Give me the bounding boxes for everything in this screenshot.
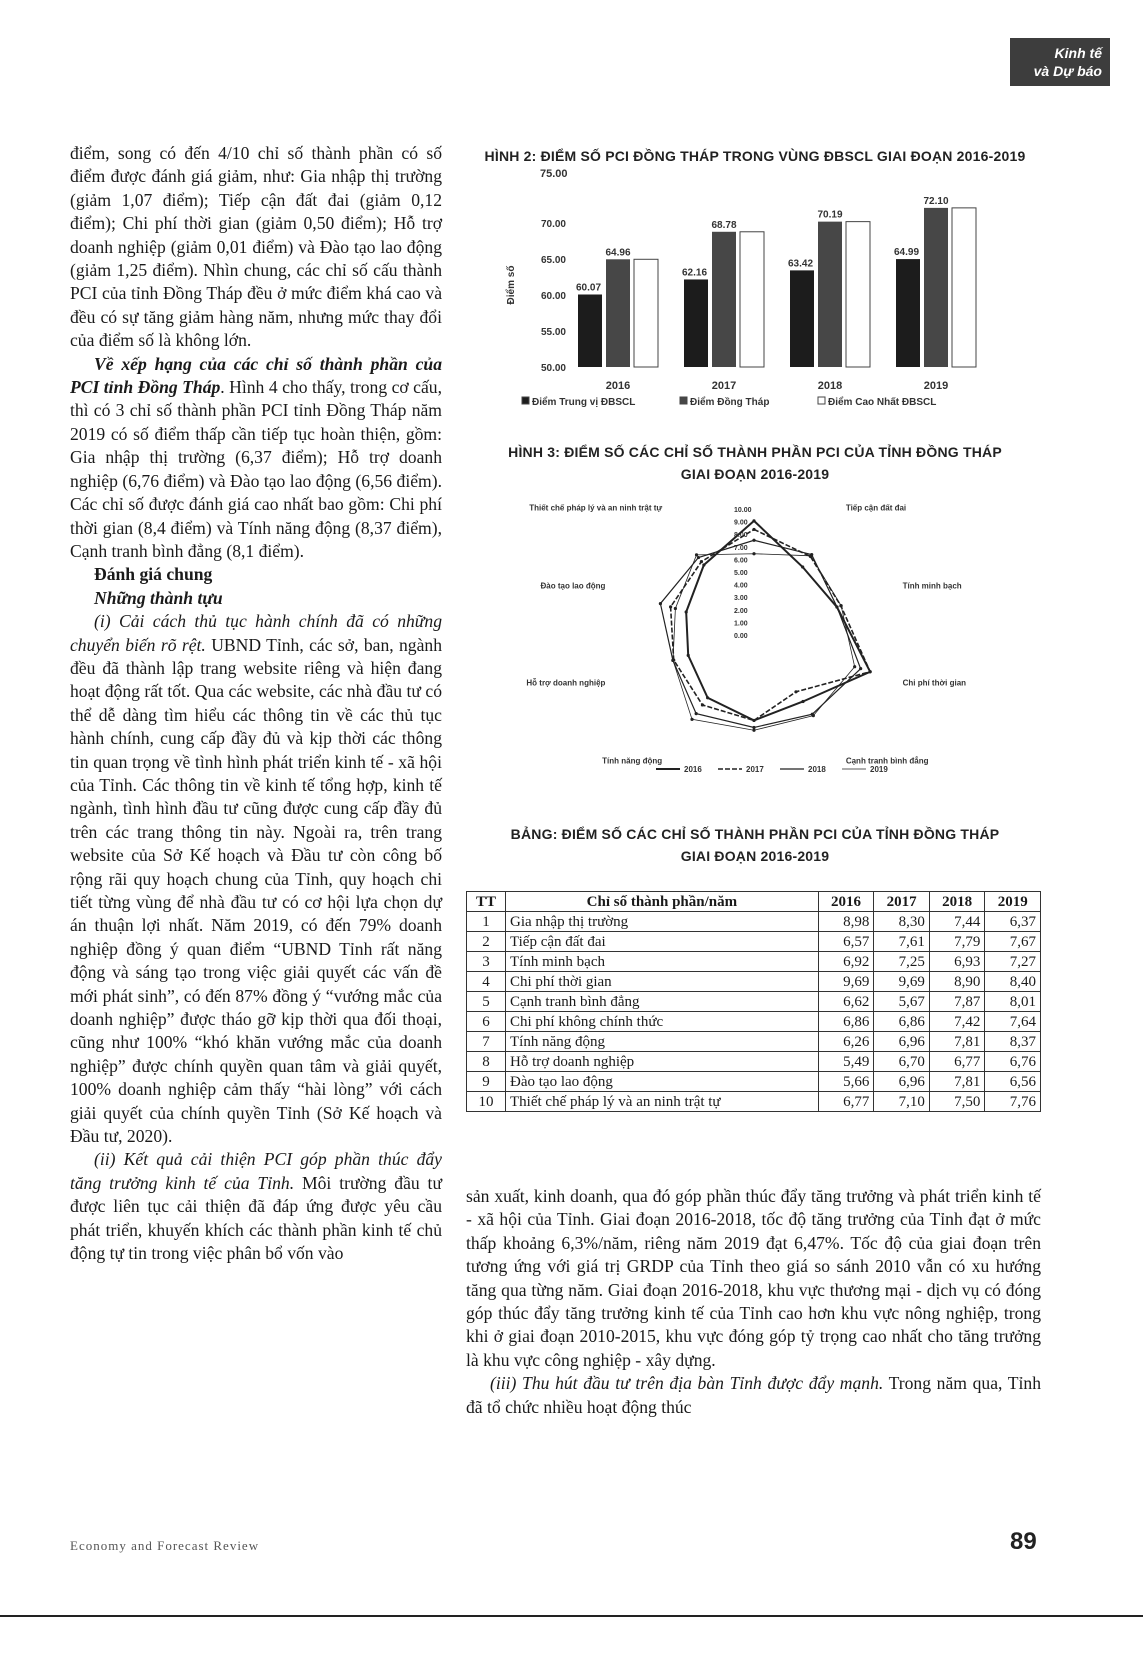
legend-swatch [522, 397, 529, 404]
score-cell: 5,66 [818, 1072, 874, 1092]
header-tt: TT [467, 892, 506, 912]
score-cell: 7,61 [874, 932, 930, 952]
header-indicator: Chỉ số thành phần/năm [506, 892, 819, 912]
table-title-line-2: GIAI ĐOẠN 2016-2019 [680, 848, 830, 864]
score-cell: 7,67 [985, 932, 1041, 952]
radar-point [687, 654, 690, 657]
radar-point [697, 556, 700, 559]
legend-swatch [680, 397, 687, 404]
point-heading: (iii) Thu hút đầu tư trên địa bàn Tỉnh được đẩy mạnh. [490, 1373, 884, 1394]
section-heading: Đánh giá chung [94, 564, 213, 585]
score-cell: 7,27 [985, 952, 1041, 972]
radial-tick-label: 1.00 [734, 620, 748, 628]
score-cell: 7,44 [929, 912, 985, 932]
y-axis-label: Điểm số [506, 265, 517, 305]
top-axis-label: 75.00 [540, 168, 568, 180]
radial-tick-label: 5.00 [734, 570, 748, 577]
legend-label: Điểm Trung vị ĐBSCL [532, 397, 636, 408]
score-cell: 6,70 [874, 1052, 930, 1072]
indicator-name: Tiếp cận đất đai [506, 932, 819, 952]
score-cell: 6,76 [985, 1052, 1041, 1072]
table-row [467, 1072, 1041, 1092]
score-cell: 6,57 [818, 932, 874, 952]
indicator-name: Gia nhập thị trường [506, 912, 819, 932]
pci-table [466, 891, 1041, 1112]
data-label: 72.10 [923, 195, 949, 207]
score-cell: 7,25 [874, 952, 930, 972]
radar-axis-label: Tính năng động [602, 756, 663, 766]
radar-point [700, 560, 703, 563]
score-cell: 6,37 [985, 912, 1041, 932]
figure-3-radar-chart [466, 484, 1041, 784]
radar-series-2018 [660, 540, 860, 727]
table-title: BẢNG: ĐIỂM SỐ CÁC CHỈ SỐ THÀNH PHẦN PCI CỦA TỈNH ĐỒNG THÁP [510, 826, 1000, 842]
score-cell: 6,62 [818, 992, 874, 1012]
radial-tick-label: 6.00 [734, 557, 748, 565]
radial-tick-label: 3.00 [734, 595, 748, 603]
score-cell: 6,56 [985, 1072, 1041, 1092]
radar-point [809, 554, 812, 557]
left-column [70, 142, 442, 1266]
radar-point [801, 565, 804, 568]
score-cell: 7,81 [929, 1072, 985, 1092]
radar-axis-label: Thiết chế pháp lý và an ninh trật tự [529, 503, 663, 513]
radar-point [701, 703, 704, 706]
subheading-inline: Về xếp hạng của các chỉ số thành phần của PCI tỉnh Đồng Tháp [70, 353, 442, 398]
radar-point [853, 665, 856, 668]
radar-point [752, 719, 755, 722]
paragraph [70, 610, 442, 1148]
paragraph-text: . Hình 4 cho thấy, trong cơ cấu, thì có 3 chỉ số thành phần PCI tỉnh Đồng Tháp năm 2019 có số điểm thấp cần tiếp tục hoàn thiện, gồm: Gia nhập thị trường (6,37 điểm); Hỗ trợ doanh nghiệp (6,76 điểm) và Đào tạo lao động (6,56 điểm). Các chỉ số được đánh giá cao nhất bao gồm: Chi phí thời gian (8,4 điểm) và Tính năng động (8,37 điểm), Cạnh tranh bình đẳng (8,1 điểm). [70, 377, 442, 561]
score-cell: 8,37 [985, 1032, 1041, 1052]
radial-tick-label: 4.00 [734, 582, 748, 590]
figure-3-title-line-2: GIAI ĐOẠN 2016-2019 [680, 466, 830, 482]
radar-axis-label: Đào tạo lao động [540, 581, 606, 591]
radar-point [794, 690, 797, 693]
y-tick-label: 60.00 [540, 291, 566, 302]
page-number: 89 [1010, 1528, 1037, 1555]
radar-point [671, 659, 674, 662]
score-cell: 8,90 [929, 972, 985, 992]
radar-point [695, 553, 698, 556]
radar-point [659, 602, 662, 605]
radar-point [706, 696, 709, 699]
journal-logo [1010, 38, 1110, 86]
x-tick-label: 2017 [711, 380, 737, 392]
row-number: 7 [467, 1032, 506, 1052]
paragraph [70, 1148, 442, 1265]
bar-điểm-trung-vị-đbscl [684, 279, 708, 367]
score-cell: 7,79 [929, 932, 985, 952]
y-tick-label: 55.00 [540, 327, 566, 338]
table-header-row [467, 892, 1041, 912]
legend-label: 2019 [870, 765, 888, 774]
figure-2-title: HÌNH 2: ĐIỂM SỐ PCI ĐỒNG THÁP TRONG VÙNG ĐBSCL GIAI ĐOẠN 2016-2019 [484, 148, 1026, 164]
radial-tick-label: 10.00 [734, 507, 752, 514]
radar-point [690, 718, 693, 721]
paragraph-text: Trong năm qua, Tỉnh đã tổ chức nhiều hoạt động thúc [466, 1373, 1041, 1417]
score-cell: 6,77 [929, 1052, 985, 1072]
row-number: 3 [467, 952, 506, 972]
score-cell: 7,64 [985, 1012, 1041, 1032]
bar-điểm-đồng-tháp [712, 232, 736, 367]
radial-tick-label: 0.00 [734, 633, 748, 640]
score-cell: 7,10 [874, 1092, 930, 1112]
data-label: 64.96 [605, 247, 631, 259]
row-number: 5 [467, 992, 506, 1012]
logo-line-2: và Dự báo [1033, 63, 1102, 79]
score-cell: 6,86 [874, 1012, 930, 1032]
row-number: 10 [467, 1092, 506, 1112]
data-label: 64.99 [894, 247, 920, 259]
row-number: 2 [467, 932, 506, 952]
score-cell: 6,96 [874, 1032, 930, 1052]
bottom-rule [0, 1615, 1143, 1617]
data-label: 60.07 [576, 282, 602, 294]
legend-label: 2018 [808, 765, 826, 774]
legend-label: Điểm Cao Nhất ĐBSCL [828, 397, 937, 408]
radar-point [674, 607, 677, 610]
bar-điểm-cao-nhất-đbscl [740, 232, 764, 367]
score-cell: 8,98 [818, 912, 874, 932]
y-tick-label: 65.00 [540, 255, 566, 266]
score-cell: 8,30 [874, 912, 930, 932]
radar-axis-label: Hỗ trợ doanh nghiệp [526, 678, 606, 688]
table-row [467, 932, 1041, 952]
table-row [467, 1032, 1041, 1052]
indicator-name: Cạnh tranh bình đẳng [506, 992, 819, 1012]
paragraph [466, 1372, 1041, 1419]
indicator-name: Hỗ trợ doanh nghiệp [506, 1052, 819, 1072]
radar-point [835, 605, 838, 608]
radar-point [752, 552, 755, 555]
radar-point [752, 539, 755, 542]
indicator-name: Thiết chế pháp lý và an ninh trật tự [506, 1092, 819, 1112]
header-2017: 2017 [874, 892, 930, 912]
radar-point [752, 726, 755, 729]
table-row [467, 1012, 1041, 1032]
table-row [467, 912, 1041, 932]
data-label: 62.16 [682, 267, 708, 279]
x-tick-label: 2016 [605, 380, 631, 392]
logo-line-1: Kinh tế [1054, 45, 1102, 61]
radar-axis-label: Cạnh tranh bình đẳng [845, 756, 929, 766]
score-cell: 8,01 [985, 992, 1041, 1012]
header-2016: 2016 [818, 892, 874, 912]
radar-point [695, 712, 698, 715]
bar-điểm-trung-vị-đbscl [578, 294, 602, 367]
y-tick-label: 70.00 [540, 219, 566, 230]
legend-swatch [818, 397, 825, 404]
score-cell: 6,86 [818, 1012, 874, 1032]
score-cell: 7,42 [929, 1012, 985, 1032]
bar-điểm-cao-nhất-đbscl [634, 259, 658, 367]
legend-label: Điểm Đồng Tháp [690, 397, 770, 408]
row-number: 4 [467, 972, 506, 992]
score-cell: 7,87 [929, 992, 985, 1012]
figure-3-title: HÌNH 3: ĐIỂM SỐ CÁC CHỈ SỐ THÀNH PHẦN PCI CỦA TỈNH ĐỒNG THÁP [508, 444, 1002, 460]
header-2018: 2018 [929, 892, 985, 912]
table-row [467, 1052, 1041, 1072]
radar-point [702, 563, 705, 566]
x-tick-label: 2018 [817, 380, 843, 392]
indicator-name: Tính minh bạch [506, 952, 819, 972]
score-cell: 7,76 [985, 1092, 1041, 1112]
score-cell: 6,77 [818, 1092, 874, 1112]
radar-series-2017 [671, 529, 871, 720]
data-label: 63.42 [788, 258, 814, 270]
score-cell: 9,69 [818, 972, 874, 992]
row-number: 1 [467, 912, 506, 932]
paragraph-text: UBND Tỉnh, các sở, ban, ngành đều đã thành lập trang website riêng và hiện đang hoạt động rất tốt. Qua các website, các nhà đầu tư có thể dễ dàng tìm hiểu các thông tin về các thủ tục hành chính, cung cấp đầy đủ và kịp thời các thông tin quan trọng về tình hình phát triển kinh tế - xã hội của Tỉnh. Các thông tin về kinh tế tổng hợp, kinh tế ngành, tình hình đầu tư cũng được cung cấp đầy đủ trên các trang thông tin này. Ngoài ra, trên trang website của Sở Kế hoạch và Đầu tư còn công bố rộng rãi quy hoạch chung của Tỉnh, quy hoạch chi tiết từng vùng để nhà đầu tư có cơ hội lựa chọn dự án thuận lợi nhất. Năm 2019, có đến 79% doanh nghiệp đồng ý quan điểm “UBND Tỉnh rất năng động và sáng tạo trong việc giải quyết các vấn đề mới phát sinh”, có đến 87% đồng ý “vướng mắc của doanh nghiệp” được tháo gỡ kịp thời qua đối thoại, cũng như 100% “khó khăn vướng mắc của doanh nghiệp” được chính quyền quan tâm và giải quyết, 100% doanh nghiệp cảm thấy “hài lòng” với cách giải quyết của chính quyền Tỉnh (Sở Kế hoạch và Đầu tư, 2020). [70, 634, 443, 1147]
radar-point [859, 667, 862, 670]
bar-điểm-cao-nhất-đbscl [846, 222, 870, 367]
table-row [467, 992, 1041, 1012]
radar-series-2019 [673, 554, 855, 731]
radar-point [752, 528, 755, 531]
radar-point [869, 670, 872, 673]
radar-point [669, 605, 672, 608]
score-cell: 9,69 [874, 972, 930, 992]
score-cell: 6,92 [818, 952, 874, 972]
radar-axis-label: Tính minh bạch [902, 581, 962, 591]
journal-name: Economy and Forecast Review [70, 1538, 260, 1553]
row-number: 8 [467, 1052, 506, 1072]
table-row [467, 952, 1041, 972]
score-cell: 5,49 [818, 1052, 874, 1072]
bar-điểm-đồng-tháp [606, 259, 630, 367]
bar-điểm-trung-vị-đbscl [790, 270, 814, 367]
subsection-heading: Những thành tựu [94, 587, 223, 608]
paragraph: điểm, song có đến 4/10 chỉ số thành phần có số điểm được đánh giá giảm, như: Gia nhập thị trường (giảm 1,07 điểm); Tiếp cận đất đai (giảm 0,12 điểm); Chi phí thời gian (giảm 0,50 điểm); Hỗ trợ doanh nghiệp (giảm 0,01 điểm) và Đào tạo lao động (giảm 1,25 điểm). Nhìn chung, các chỉ số cấu thành PCI của tỉnh Đồng Tháp đều ở mức điểm khá cao và đều có sự tăng giảm hàng năm, nhưng mức thay đổi của điểm số là không lớn. [70, 143, 442, 351]
radar-point [812, 714, 815, 717]
indicator-name: Tính năng động [506, 1032, 819, 1052]
radar-point [685, 610, 688, 613]
row-number: 6 [467, 1012, 506, 1032]
radar-axis-label: Chi phí thời gian [902, 678, 967, 688]
header-2019: 2019 [985, 892, 1041, 912]
point-heading: (i) Cải cách thủ tục hành chính đã có những chuyển biến rõ rệt. [70, 611, 442, 655]
legend-label: 2017 [746, 765, 764, 774]
bar-điểm-đồng-tháp [818, 222, 842, 367]
data-label: 70.19 [817, 209, 843, 221]
bar-điểm-trung-vị-đbscl [896, 259, 920, 367]
legend-label: 2016 [684, 765, 702, 774]
radar-point [752, 519, 755, 522]
y-tick-label: 50.00 [540, 363, 566, 374]
row-number: 9 [467, 1072, 506, 1092]
score-cell: 7,50 [929, 1092, 985, 1112]
indicator-name: Chi phí thời gian [506, 972, 819, 992]
radar-axis-label: Tiếp cận đất đai [845, 503, 907, 513]
score-cell: 6,93 [929, 952, 985, 972]
data-label: 68.78 [711, 219, 737, 231]
table-row [467, 972, 1041, 992]
radial-tick-label: 9.00 [734, 519, 748, 527]
radar-point [840, 604, 843, 607]
score-cell: 7,81 [929, 1032, 985, 1052]
score-cell: 6,96 [874, 1072, 930, 1092]
score-cell: 6,26 [818, 1032, 874, 1052]
indicator-name: Đào tạo lao động [506, 1072, 819, 1092]
score-cell: 8,40 [985, 972, 1041, 992]
figure-2-bar-chart [466, 165, 1026, 415]
indicator-name: Chi phí không chính thức [506, 1012, 819, 1032]
radial-tick-label: 8.00 [734, 532, 748, 540]
score-cell: 5,67 [874, 992, 930, 1012]
paragraph-text: Môi trường đầu tư được liên tục cải thiện đã đáp ứng được yêu cầu phát triển, khuyến khích các thành phần kinh tế chủ động tự tin trong việc phân bổ vốn vào [70, 1172, 442, 1264]
point-heading: (ii) Kết quả cải thiện PCI góp phần thúc đẩy tăng trưởng kinh tế của Tỉnh. [70, 1149, 442, 1193]
paragraph [70, 353, 442, 564]
bar-điểm-cao-nhất-đbscl [952, 208, 976, 367]
x-tick-label: 2019 [923, 380, 949, 392]
right-column [466, 1185, 1041, 1419]
radial-tick-label: 7.00 [734, 544, 748, 552]
radar-point [801, 700, 804, 703]
radar-point [752, 729, 755, 732]
bar-điểm-đồng-tháp [924, 208, 948, 367]
table-row [467, 1092, 1041, 1112]
paragraph: sản xuất, kinh doanh, qua đó góp phần thúc đẩy tăng trưởng và phát triển kinh tế - xã hội của Tỉnh. Giai đoạn 2016-2018, tốc độ tăng trưởng của Tỉnh đạt ở mức thấp khoảng 6,3%/năm, riêng năm 2019 đạt 6,47%. Tốc độ của giai đoạn trên tương ứng với giá trị GRDP của Tỉnh theo giá so sánh 2010 vẫn có xu hướng tăng qua từng năm. Giai đoạn 2016-2018, khu vực thương mại - dịch vụ có đóng góp thúc đẩy tăng trưởng kinh tế của Tỉnh cao hơn khu vực nông nghiệp, trong khi ở giai đoạn 2010-2015, khu vực đóng góp tỷ trọng cao nhất cho tăng trưởng là khu vực công nghiệp - xây dựng. [466, 1186, 1041, 1370]
radial-tick-label: 2.00 [734, 607, 748, 615]
